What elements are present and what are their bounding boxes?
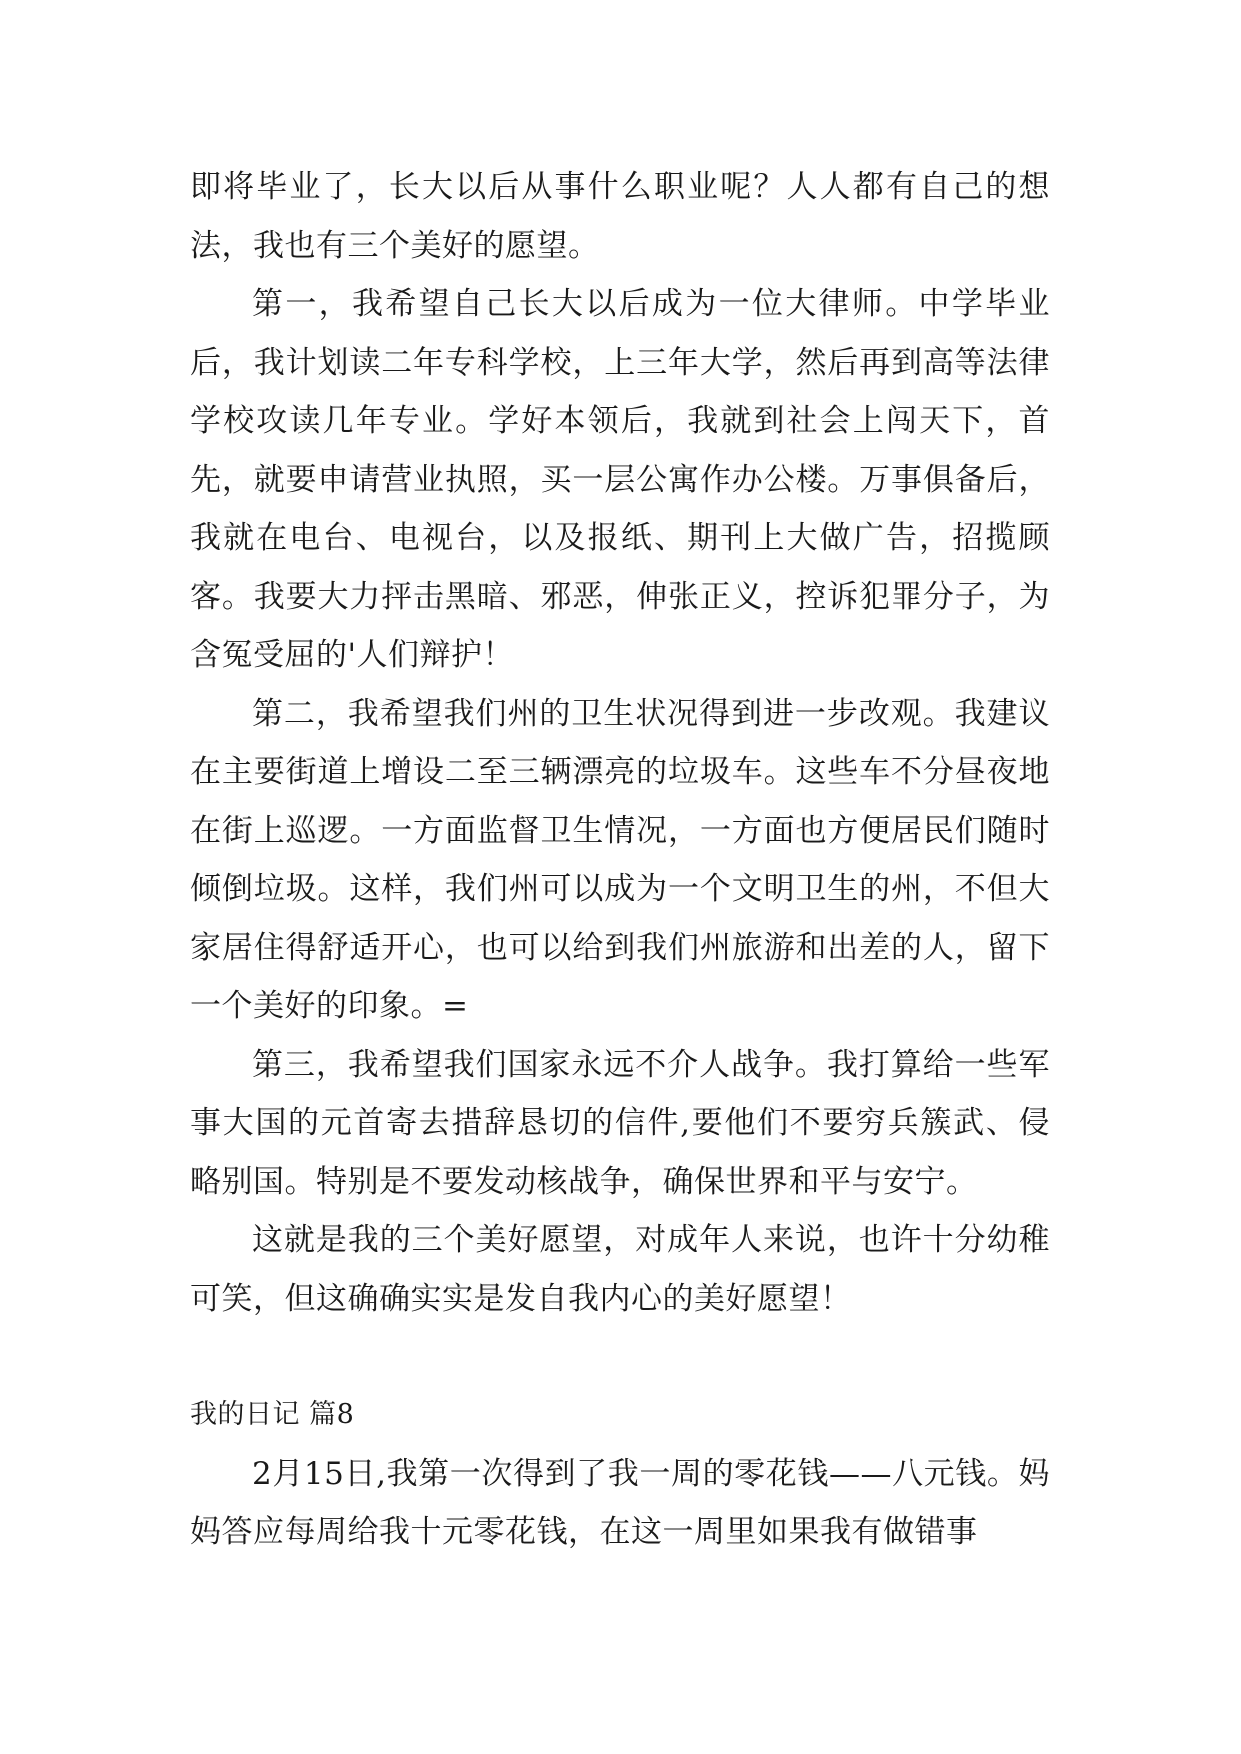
- paragraph-wish-lawyer: 第一，我希望自己长大以后成为一位大律师。中学毕业后，我计划读二年专科学校，上三年大学，然后再到高等法律学校攻读几年专业。学好本领后，我就到社会上闯天下，首先，就要申请营业执照，买一层公寓作办公楼。万事俱备后，我就在电台、电视台，以及报纸、期刊上大做广告，招揽顾客。我要大力抨击黑暗、邪恶，伸张正义，控诉犯罪分子，为含冤受屈的'人们辩护！: [190, 286, 1050, 673]
- document-body: [190, 158, 1050, 1562]
- paragraph-wish-sanitation: 第二，我希望我们州的卫生状况得到进一步改观。我建议在主要街道上增设二至三辆漂亮的垃圾车。这些车不分昼夜地在街上巡逻。一方面监督卫生情况，一方面也方便居民们随时倾倒垃圾。这样，我们州可以成为一个文明卫生的州，不但大家居住得舒适开心，也可以给到我们州旅游和出差的人，留下一个美好的印象。=: [190, 695, 1050, 1024]
- paragraph-diary-entry: 2月15日,我第一次得到了我一周的零花钱——八元钱。妈妈答应每周给我十元零花钱，在这一周里如果我有做错事: [190, 1455, 1050, 1550]
- paragraph-conclusion: 这就是我的三个美好愿望，对成年人来说，也许十分幼稚可笑，但这确确实实是发自我内心的美好愿望！: [190, 1222, 1050, 1317]
- paragraph-intro: 即将毕业了，长大以后从事什么职业呢？人人都有自己的想法，我也有三个美好的愿望。: [190, 169, 1050, 264]
- section-title: 我的日记 篇8: [190, 1399, 355, 1430]
- paragraph-wish-peace: 第三，我希望我们国家永远不介人战争。我打算给一些军事大国的元首寄去措辞恳切的信件,要他们不要穷兵簇武、侵略别国。特别是不要发动核战争，确保世界和平与安宁。: [190, 1046, 1050, 1200]
